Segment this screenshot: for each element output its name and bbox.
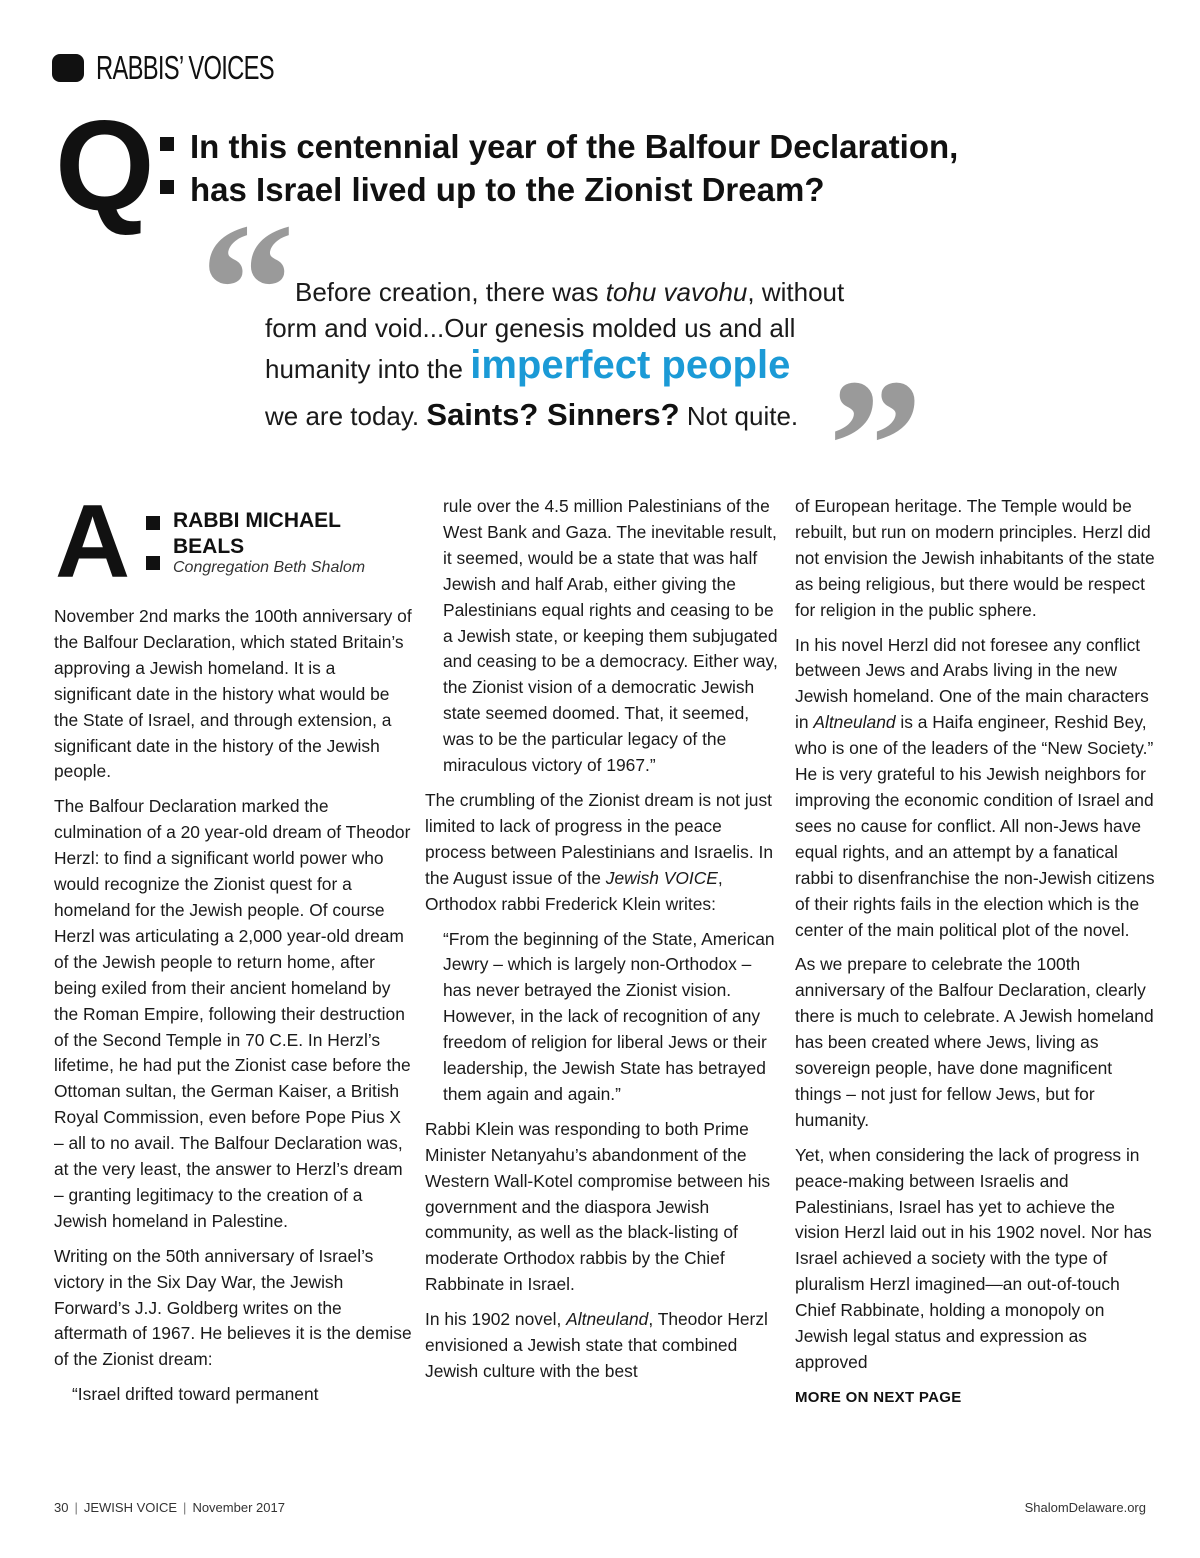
pull-quote-line-2: form and void...Our genesis molded us and all (265, 313, 796, 343)
footer-separator: | (74, 1500, 78, 1515)
article-paragraph: The Balfour Declaration marked the culmination of a 20 year-old dream of Theodor Herzl: to find a significant world power who would recognize the Zionist quest for a homeland for the Jewish people. Of course Herzl was articulating a 2,000 year-old dream of the Jewish people to return home, after being exiled from their ancient homeland by the Roman Empire, following their destruction of the Second Temple in 70 C.E. In Herzl’s lifetime, he had put the Zionist case before the Ottoman sultan, the German Kaiser, a British Royal Commission, even before Pope Pius X – all to no avail. The Balfour Declaration was, at the very least, the answer to Herzl’s dream – granting legitimacy to the creation of a Jewish homeland in Palestine. (54, 796, 411, 1231)
website-link[interactable]: ShalomDelaware.org (1024, 1500, 1146, 1515)
article-paragraph (425, 1307, 780, 1385)
pull-quote-text: , without (747, 277, 845, 307)
article-column-2 (425, 494, 780, 1394)
pull-quote-text: Not quite. (679, 401, 799, 431)
publication-title: Jewish VOICE (605, 867, 718, 888)
article-text: is a Haifa engineer, Reshid Bey, who is one of the leaders of the “New Society.” He is very grateful to his Jewish neighbors for improving the economic condition of Israel and sees no cause for conflict. All non-Jews have equal rights, and an attempt by a fanatical rabbi to disenfranchise the non-Jewish citizens of their rights fails in the election which is the center of the main political plot of the novel. (795, 712, 1155, 940)
article-paragraph (425, 788, 780, 918)
article-column-3 (795, 494, 1155, 1411)
article-paragraph: Writing on the 50th anniversary of Israel’s victory in the Six Day War, the Jewish Forward’s J.J. Goldberg writes on the aftermath of 1967. He believes it is the demise of the Zionist dream: (54, 1245, 412, 1370)
article-text: , Orthodox rabbi Frederick Klein writes: (425, 867, 723, 914)
author-name (173, 508, 373, 560)
article-text: In his 1902 novel, (425, 1309, 567, 1330)
article-text: , Theodor Herzl envisioned a Jewish state that combined Jewish culture with the best (425, 1309, 768, 1381)
article-paragraph: Rabbi Klein was responding to both Prime Minister Netanyahu’s abandonment of the Western Wall-Kotel compromise between his government and the diaspora Jewish community, as well as the black-listing of moderate Orthodox rabbis by the Chief Rabbinate in Israel. (425, 1118, 771, 1295)
section-bullet-icon (52, 54, 84, 82)
pull-quote-line-1 (295, 277, 844, 308)
colon-icon (146, 516, 160, 572)
article-paragraph: Yet, when considering the lack of progress in peace-making between Israelis and Palestinians, Israel has yet to achieve the vision Herzl laid out in his 1902 novel. Nor has Israel achieved a society with the type of pluralism Herzl imagined—an out-of-touch Chief Rabbinate, holding a monopoly on Jewish legal status and expression as approved (795, 1144, 1152, 1372)
answer-letter: A (55, 484, 128, 600)
section-label: RABBIS’ VOICES (96, 49, 274, 86)
footer-separator: | (183, 1500, 187, 1515)
article-column-1 (54, 604, 414, 1417)
pull-quote-line-4 (265, 397, 798, 433)
question-heading (190, 125, 958, 211)
article-text: In his novel Herzl did not foresee any conflict between Jews and Arabs living in the new Jewish homeland. One of the main characters in (795, 634, 1149, 733)
article-paragraph (795, 633, 1155, 944)
continued-notice: MORE ON NEXT PAGE (795, 1388, 962, 1406)
question-letter: Q (55, 95, 151, 238)
novel-title: Altneuland (566, 1309, 649, 1330)
block-quote: “Israel drifted toward permanent (72, 1384, 319, 1405)
block-quote: rule over the 4.5 million Palestinians of the West Bank and Gaza. The inevitable result, it seemed, would be a state that was half Jewish and half Arab, either giving the Palestinians equal rights and ceasing to be a Jewish state, or keeping them subjugated and ceasing to be a democracy. Either way, the Zionist vision of a democratic Jewish state seemed doomed. That, it seemed, was to be the particular legacy of the miraculous victory of 1967.” (443, 496, 778, 776)
colon-icon (160, 137, 174, 199)
open-quote-icon: “ (200, 185, 295, 395)
article-paragraph: As we prepare to celebrate the 100th anniversary of the Balfour Declaration, clearly there is much to celebrate. A Jewish homeland has been created where Jews, living as sovereign people, have done magnificent things – not just for fellow Jews, but for humanity. (795, 954, 1154, 1130)
publication-name: JEWISH VOICE (83, 1500, 178, 1515)
novel-title: Altneuland (813, 712, 896, 733)
pull-quote-italic: tohu vavohu (605, 277, 748, 307)
question-line-2: has Israel lived up to the Zionist Dream? (190, 171, 825, 208)
article-paragraph: November 2nd marks the 100th anniversary of the Balfour Declaration, which stated Britain’s approving a Jewish homeland. It is a significant date in the history what would be the State of Israel, and through extension, a significant date in the history of the Jewish people. (54, 606, 412, 782)
question-line-1: In this centennial year of the Balfour Declaration, (190, 128, 959, 165)
pull-quote-text: we are today. (265, 401, 427, 431)
close-quote-icon: ” (828, 341, 923, 551)
pull-quote-bold: Saints? Sinners? (426, 397, 680, 432)
author-name-line-2: BEALS (173, 535, 245, 558)
article-text: The crumbling of the Zionist dream is not just limited to lack of progress in the peace process between Palestinians and Israelis. In the August issue of the (425, 789, 774, 888)
pull-quote-text: humanity into the (265, 354, 471, 384)
page-number: 30 (54, 1500, 69, 1515)
section-header (52, 48, 343, 88)
article-paragraph: of European heritage. The Temple would be rebuilt, but run on modern principles. Herzl did not envision the Jewish inhabitants of the state as being religious, but there would be respect for religion in the public sphere. (795, 496, 1155, 620)
issue-date: November 2017 (192, 1500, 285, 1515)
block-quote: “From the beginning of the State, American Jewry – which is largely non-Orthodox – has never betrayed the Zionist vision. However, in the lack of recognition of any freedom of religion for liberal Jews or their leadership, the Jewish State has betrayed them again and again.” (443, 928, 775, 1104)
pull-quote-highlight: imperfect people (470, 343, 791, 387)
pull-quote-line-3 (265, 343, 790, 388)
author-name-line-1: RABBI MICHAEL (173, 509, 341, 532)
footer-left (54, 1500, 285, 1515)
author-organization: Congregation Beth Shalom (173, 559, 366, 576)
pull-quote-text: Before creation, there was (295, 277, 606, 307)
